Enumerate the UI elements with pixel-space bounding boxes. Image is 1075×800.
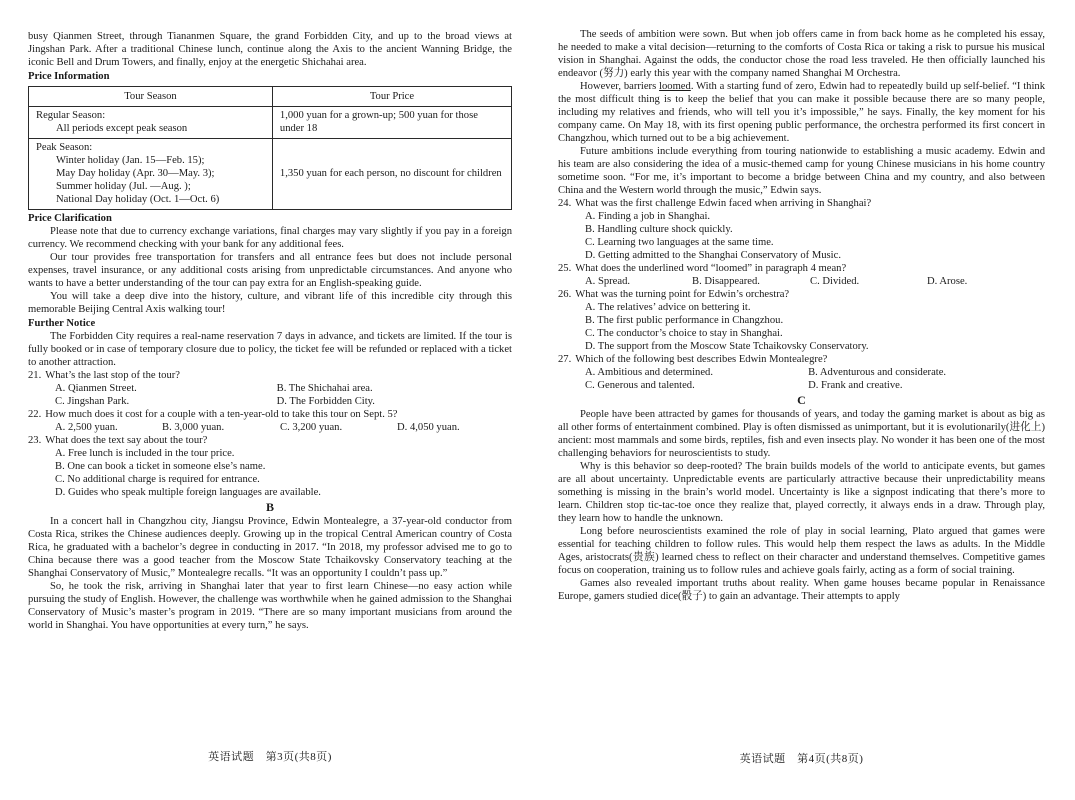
- option-26-c: C. The conductor’s choice to stay in Shanghai.: [585, 328, 783, 339]
- regular-season-row: [29, 107, 512, 139]
- further-notice-heading: Further Notice: [28, 318, 96, 329]
- option-25-d: D. Arose.: [927, 276, 968, 287]
- question-23: [28, 434, 512, 447]
- peak-mayday-holiday: May Day holiday (Apr. 30—May. 3);: [56, 168, 215, 179]
- question-24-text: What was the first challenge Edwin faced when arriving in Shanghai?: [575, 198, 872, 209]
- question-26-text: What was the turning point for Edwin’s orchestra?: [575, 289, 790, 300]
- regular-season-title: Regular Season:: [36, 110, 106, 121]
- option-24-b: B. Handling culture shock quickly.: [585, 224, 733, 235]
- intro-paragraph: busy Qianmen Street, through Tiananmen Square, the grand Forbidden City, and up to the broad views at Jingshan Park. After a traditional Chinese lunch, continue along the Axis to the ancient Wanning Bridge, the iconic Bell and Drum Towers, and finally, enjoy at the energetic Shichahai area.: [28, 31, 512, 68]
- option-24-d: D. Getting admitted to the Shanghai Conservatory of Music.: [585, 250, 841, 261]
- page-4-column: [558, 28, 1045, 603]
- section-c-label: C: [797, 393, 806, 407]
- passage-b-paragraph-5: Future ambitions include everything from touring nationwide to establishing a music academy. Edwin and his team are also considering the idea of a music-themed camp for young Chinese musicians in his home country sometime soon. “For me, it’s important to become a bridge between China and my country, and also between China and the Western world through the music,” Edwin says.: [558, 146, 1045, 196]
- question-22: [28, 408, 512, 421]
- passage-b-paragraph-4: [558, 80, 1045, 145]
- option-27-b: B. Adventurous and considerate.: [808, 367, 947, 378]
- option-25-c: C. Divided.: [810, 276, 860, 287]
- option-22-b: B. 3,000 yuan.: [162, 422, 225, 433]
- option-27-c: C. Generous and talented.: [585, 380, 695, 391]
- clarification-paragraph-3: You will take a deep dive into the history, culture, and vibrant life of this incredible city through this memorable Beijing Central Axis walking tour!: [28, 291, 512, 315]
- option-23-a: A. Free lunch is included in the tour price.: [55, 448, 235, 459]
- passage-c-paragraph-1: People have been attracted by games for thousands of years, and today the gaming market is about as big as all other forms of entertainment combined. Play is often dismissed as unimportant, but it is evolutionarily(进化上) ancient: most mammals and some birds, reptiles, fish and even insects play. No wonder it has been one of the most challenging behaviors for neuroscientists to study.: [558, 409, 1045, 459]
- price-table-header-row: [29, 87, 512, 107]
- option-21-d: D. The Forbidden City.: [276, 396, 375, 407]
- question-26-options: [585, 301, 1045, 353]
- page-3-column: [28, 30, 512, 632]
- option-22-a: A. 2,500 yuan.: [55, 422, 118, 433]
- peak-winter-holiday: Winter holiday (Jan. 15—Feb. 15);: [56, 155, 205, 166]
- question-22-options: [55, 421, 512, 434]
- peak-national-holiday: National Day holiday (Oct. 1—Oct. 6): [56, 194, 220, 205]
- question-23-text: What does the text say about the tour?: [45, 435, 208, 446]
- question-21-number: 21.: [28, 370, 42, 381]
- option-21-c: C. Jingshan Park.: [55, 396, 130, 407]
- option-24-a: A. Finding a job in Shanghai.: [585, 211, 711, 222]
- passage-b-paragraph-3: The seeds of ambition were sown. But when job offers came in from back home as he completed his essay, he needed to make a vital decision—returning to the comforts of Costa Rica or taking a risk to pursue his musical vision in Shanghai. Against the odds, the conductor chose the road less traveled. He then officially launched his endeavor (努力) early this year with the company named Shanghai M Orchestra.: [558, 29, 1045, 79]
- option-26-d: D. The support from the Moscow State Tchaikovsky Conservatory.: [585, 341, 869, 352]
- option-23-c: C. No additional charge is required for entrance.: [55, 474, 260, 485]
- option-21-a: A. Qianmen Street.: [55, 383, 137, 394]
- further-notice-paragraph: The Forbidden City requires a real-name reservation 7 days in advance, and tickets are limited. If the tour is fully booked or in case of temporary closure due to policy, the ticket fee will be refunded or replaced with a ticket to another attraction.: [28, 331, 512, 368]
- question-27: [558, 353, 1045, 366]
- tour-season-header: Tour Season: [29, 87, 273, 107]
- page-3-footer: 英语试题 第3页(共8页): [208, 751, 332, 763]
- peak-season-row: [29, 139, 512, 210]
- option-23-b: B. One can book a ticket in someone else’s name.: [55, 461, 266, 472]
- clarification-paragraph-1: Please note that due to currency exchange variations, final charges may vary slightly if you pay in a foreign currency. We recommend checking with your bank for any additional fees.: [28, 226, 512, 250]
- question-23-number: 23.: [28, 435, 42, 446]
- peak-summer-holiday: Summer holiday (Jul. —Aug. );: [56, 181, 191, 192]
- option-26-b: B. The first public performance in Changzhou.: [585, 315, 784, 326]
- regular-season-detail: All periods except peak season: [56, 123, 188, 134]
- question-22-text: How much does it cost for a couple with a ten-year-old to take this tour on Sept. 5?: [45, 409, 398, 420]
- option-22-c: C. 3,200 yuan.: [280, 422, 343, 433]
- question-23-options: [55, 447, 512, 499]
- passage-c-paragraph-2: Why is this behavior so deep-rooted? The brain builds models of the world to anticipate events, but games are all about uncertainty. Unpredictable events are particularly attractive because their unpredictability means something is missing in the brain’s world model. Uncertainty is like a signpost indicating that there’s more to learn. Children stop tic-tac-toe once they realize that, played correctly, it always ends in a draw. Through play, they learn how to handle the unknown.: [558, 461, 1045, 524]
- question-27-options: [585, 366, 1045, 392]
- option-24-c: C. Learning two languages at the same time.: [585, 237, 774, 248]
- price-clarification-heading: Price Clarification: [28, 213, 112, 224]
- question-27-number: 27.: [558, 354, 572, 365]
- question-25-options: [585, 275, 1045, 288]
- question-22-number: 22.: [28, 409, 42, 420]
- regular-season-cell: [29, 107, 273, 139]
- option-25-b: B. Disappeared.: [692, 276, 760, 287]
- option-23-d: D. Guides who speak multiple foreign languages are available.: [55, 487, 321, 498]
- clarification-paragraph-2: Our tour provides free transportation for transfers and all entrance fees but does not include personal expenses, travel insurance, or any additional costs arising from unpredictable circumstances. And anyone who wants to have a better understanding of the tour can pay extra for an English-speaking guide.: [28, 252, 512, 289]
- underlined-word-loomed: loomed: [659, 81, 691, 92]
- question-26-number: 26.: [558, 289, 572, 300]
- option-25-a: A. Spread.: [585, 276, 631, 287]
- question-24-options: [585, 210, 1045, 262]
- question-21-text: What’s the last stop of the tour?: [45, 370, 180, 381]
- p4-text-before: However, barriers: [580, 81, 660, 92]
- option-27-a: A. Ambitious and determined.: [585, 367, 713, 378]
- p4-text-after: . With a starting fund of zero, Edwin had to repeatedly build up self-belief. “I think the most difficult thing is to keep the belief that you can make it possible because there are so many people, including my relatives and friends, who will tell you it’s impossible,” he says. Finally, the key moment for his company came. On May 18, with its first opening public performance, the orchestra performed its first concert in Changzhou, which turned out to be a big achievement.: [558, 81, 1046, 144]
- option-26-a: A. The relatives’ advice on bettering it.: [585, 302, 751, 313]
- peak-season-cell: [29, 139, 273, 210]
- passage-c-paragraph-4: Games also revealed important truths about reality. When game houses became popular in Renaissance Europe, gamers studied dice(骰子) to gain an advantage. Their attempts to apply: [558, 578, 1045, 602]
- price-table: [28, 86, 512, 210]
- question-24-number: 24.: [558, 198, 572, 209]
- question-24: [558, 197, 1045, 210]
- passage-b-paragraph-1: In a concert hall in Changzhou city, Jiangsu Province, Edwin Montealegre, a 37-year-old conductor from Costa Rica, strikes the Chinese audiences deeply. Growing up in the tropical Central American country of Costa Rica, he graduated with a bachelor’s degree in conducting in 2017. “In 2018, my professor advised me to go to China because there was a good teacher from the Moscow State Tchaikovsky Conservatory teaching at the Shanghai Conservatory of Music,” Montealegre recalls. “It was an opportunity I couldn’t pass up.”: [28, 516, 512, 579]
- price-information-heading: Price Information: [28, 71, 110, 82]
- question-25-number: 25.: [558, 263, 572, 274]
- passage-c-paragraph-3: Long before neuroscientists examined the role of play in social learning, Plato argued that games were essential for teaching children to follow rules. This would help them respect the laws as adults. In the Middle Ages, aristocrats(贵族) learned chess to reflect on their character and understand themselves. Competitive games focus on cooperation, training us to follow rules and achieve goals fairly, acting as a form of social training.: [558, 526, 1045, 576]
- option-22-d: D. 4,050 yuan.: [397, 422, 460, 433]
- peak-price-cell: 1,350 yuan for each person, no discount for children: [272, 139, 511, 210]
- question-21: [28, 369, 512, 382]
- regular-price-cell: 1,000 yuan for a grown-up; 500 yuan for those under 18: [272, 107, 511, 139]
- page-4-footer: 英语试题 第4页(共8页): [739, 753, 864, 765]
- question-26: [558, 288, 1045, 301]
- question-25-text: What does the underlined word “loomed” in paragraph 4 mean?: [575, 263, 847, 274]
- question-25: [558, 262, 1045, 275]
- option-21-b: B. The Shichahai area.: [276, 383, 373, 394]
- tour-price-header: Tour Price: [272, 87, 511, 107]
- option-27-d: D. Frank and creative.: [808, 380, 903, 391]
- question-27-text: Which of the following best describes Edwin Montealegre?: [575, 354, 828, 365]
- section-b-label: B: [265, 500, 274, 514]
- peak-season-title: Peak Season:: [36, 142, 93, 153]
- question-21-options: [55, 382, 512, 408]
- passage-b-paragraph-2: So, he took the risk, arriving in Shanghai later that year to first learn Chinese—no easy action while pursuing the study of English. However, the challenge was worthwhile when he gained admission to the Shanghai Conservatory of Music’s master’s program in 2019. “There are so many important musicians from around the world in Shanghai. You have opportunities at every turn,” he says.: [28, 581, 512, 631]
